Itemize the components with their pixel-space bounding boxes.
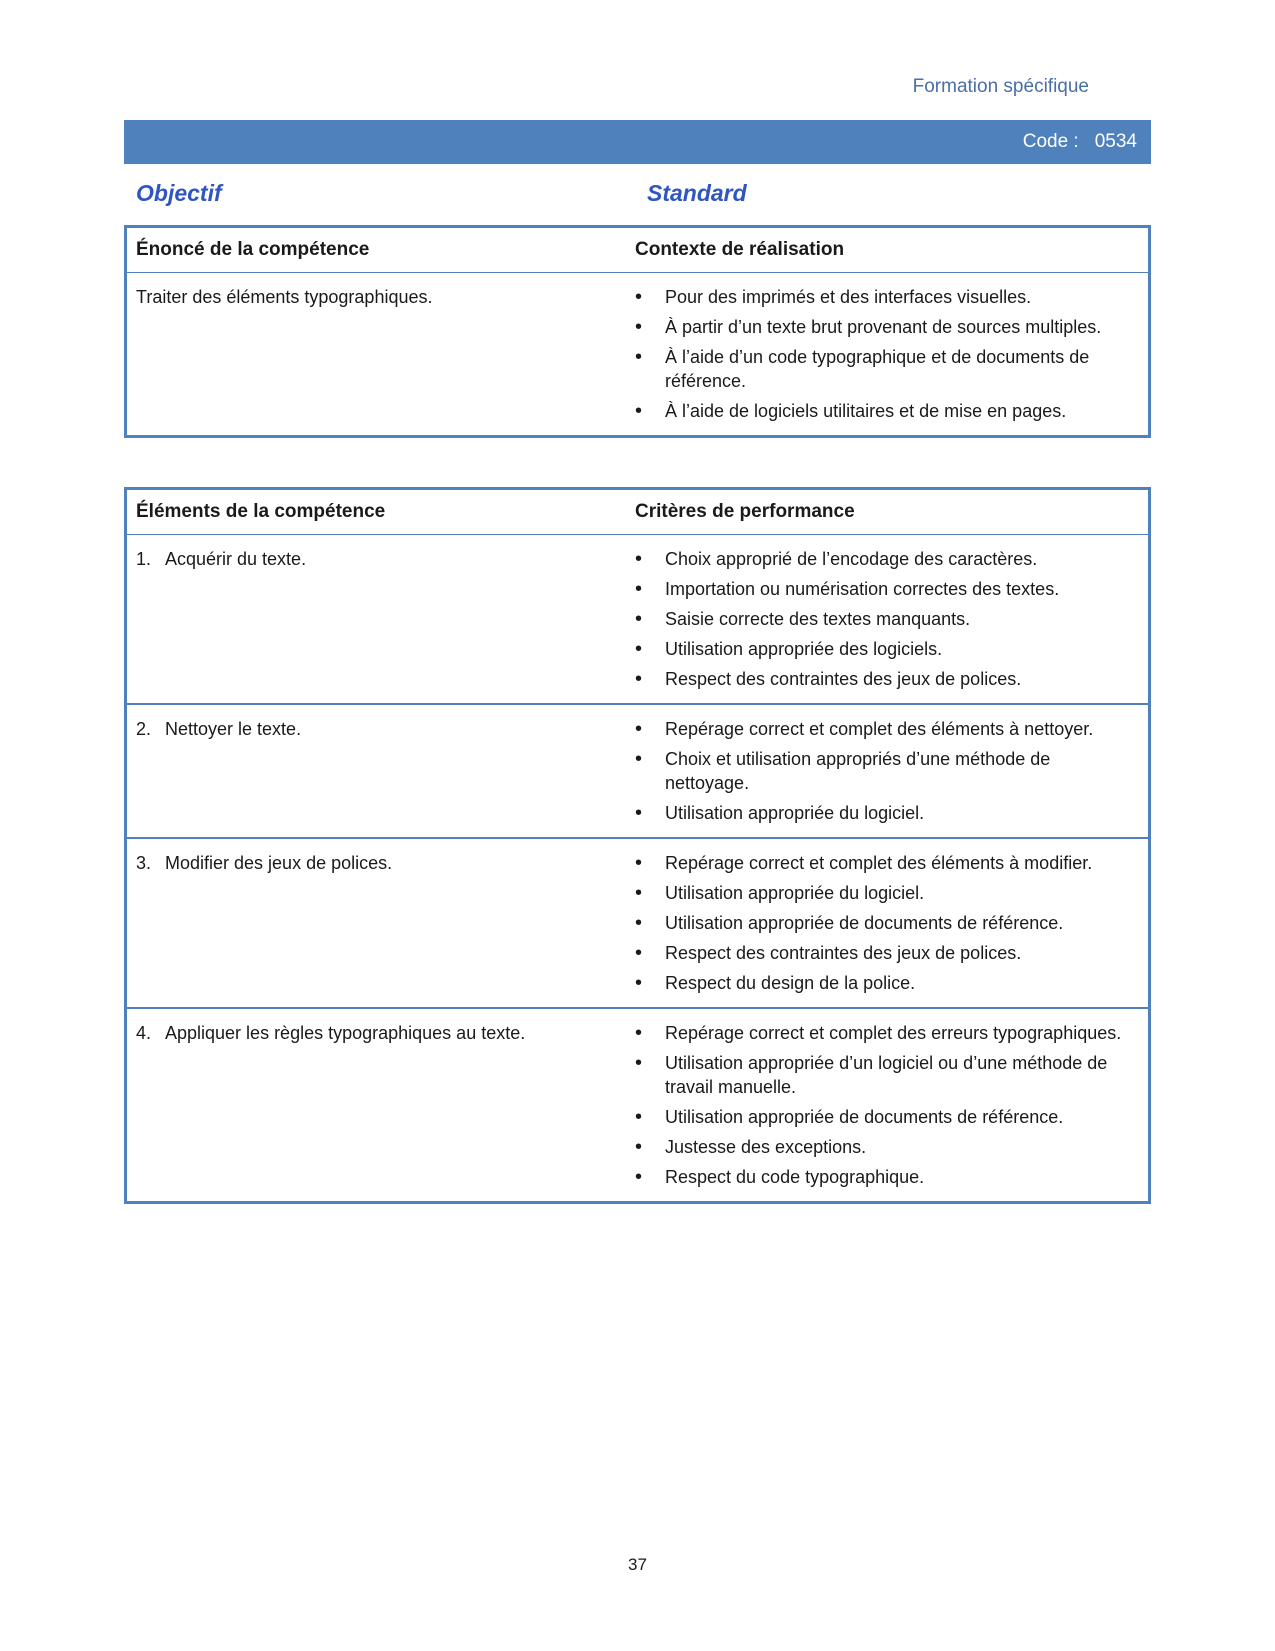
list-item: • Choix approprié de l’encodage des caractères. xyxy=(635,547,1138,571)
competence-header-row xyxy=(127,228,1148,273)
list-item: • Pour des imprimés et des interfaces visuelles. xyxy=(635,285,1138,309)
elements-header: Éléments de la compétence xyxy=(136,501,386,522)
standard-title: Standard xyxy=(647,180,747,206)
element-item xyxy=(127,717,635,831)
criteria-list xyxy=(635,1021,1138,1189)
list-item: • Repérage correct et complet des erreurs typographiques. xyxy=(635,1021,1138,1045)
competence-body-row xyxy=(127,273,1148,435)
objective-title: Objectif xyxy=(136,180,222,206)
list-item: • Justesse des exceptions. xyxy=(635,1135,1138,1159)
list-item: • Saisie correcte des textes manquants. xyxy=(635,607,1138,631)
page-number: 37 xyxy=(628,1555,647,1574)
list-item: • Respect des contraintes des jeux de polices. xyxy=(635,667,1138,691)
list-item: • Utilisation appropriée de documents de référence. xyxy=(635,911,1138,935)
program-label: Formation spécifique xyxy=(912,76,1089,97)
list-item: • Repérage correct et complet des éléments à nettoyer. xyxy=(635,717,1138,741)
list-item: • Utilisation appropriée du logiciel. xyxy=(635,801,1138,825)
element-number: 1. xyxy=(136,549,152,569)
list-item: • Repérage correct et complet des éléments à modifier. xyxy=(635,851,1138,875)
list-item: • Choix et utilisation appropriés d’une méthode de nettoyage. xyxy=(635,747,1138,795)
list-item: • À l’aide d’un code typographique et de documents de référence. xyxy=(635,345,1138,393)
elements-header-row xyxy=(127,490,1148,535)
table-row xyxy=(127,839,1148,1009)
section-titles xyxy=(136,180,1146,210)
code-banner xyxy=(124,120,1151,164)
list-item: • Importation ou numérisation correctes des textes. xyxy=(635,577,1138,601)
list-item: • À l’aide de logiciels utilitaires et de mise en pages. xyxy=(635,399,1138,423)
criteria-list xyxy=(635,717,1138,825)
table-row xyxy=(127,705,1148,839)
element-item xyxy=(127,1021,635,1195)
criteria-list xyxy=(635,851,1138,995)
competence-table xyxy=(124,225,1151,438)
criteria-header: Critères de performance xyxy=(635,501,855,522)
elements-table xyxy=(124,487,1151,1204)
competence-statement-header: Énoncé de la compétence xyxy=(136,239,370,260)
list-item: • Utilisation appropriée du logiciel. xyxy=(635,881,1138,905)
element-text: Nettoyer le texte. xyxy=(165,719,302,739)
list-item: • Respect du design de la police. xyxy=(635,971,1138,995)
element-text: Appliquer les règles typographiques au texte. xyxy=(165,1023,526,1043)
list-item: • Respect du code typographique. xyxy=(635,1165,1138,1189)
criteria-list xyxy=(635,547,1138,691)
table-row xyxy=(127,1009,1148,1201)
list-item: • À partir d’un texte brut provenant de sources multiples. xyxy=(635,315,1138,339)
element-number: 4. xyxy=(136,1023,152,1043)
code-label: Code : xyxy=(1022,131,1079,152)
context-list xyxy=(635,285,1138,423)
table-row xyxy=(127,535,1148,705)
list-item: • Utilisation appropriée des logiciels. xyxy=(635,637,1138,661)
list-item: • Respect des contraintes des jeux de polices. xyxy=(635,941,1138,965)
element-number: 2. xyxy=(136,719,152,739)
element-item xyxy=(127,851,635,1001)
element-text: Modifier des jeux de polices. xyxy=(165,853,393,873)
element-text: Acquérir du texte. xyxy=(165,549,307,569)
competence-statement: Traiter des éléments typographiques. xyxy=(136,287,433,307)
list-item: • Utilisation appropriée de documents de référence. xyxy=(635,1105,1138,1129)
element-number: 3. xyxy=(136,853,152,873)
element-item xyxy=(127,547,635,697)
code-value: 0534 xyxy=(1094,131,1137,152)
list-item: • Utilisation appropriée d’un logiciel ou d’une méthode de travail manuelle. xyxy=(635,1051,1138,1099)
context-header: Contexte de réalisation xyxy=(635,239,845,260)
